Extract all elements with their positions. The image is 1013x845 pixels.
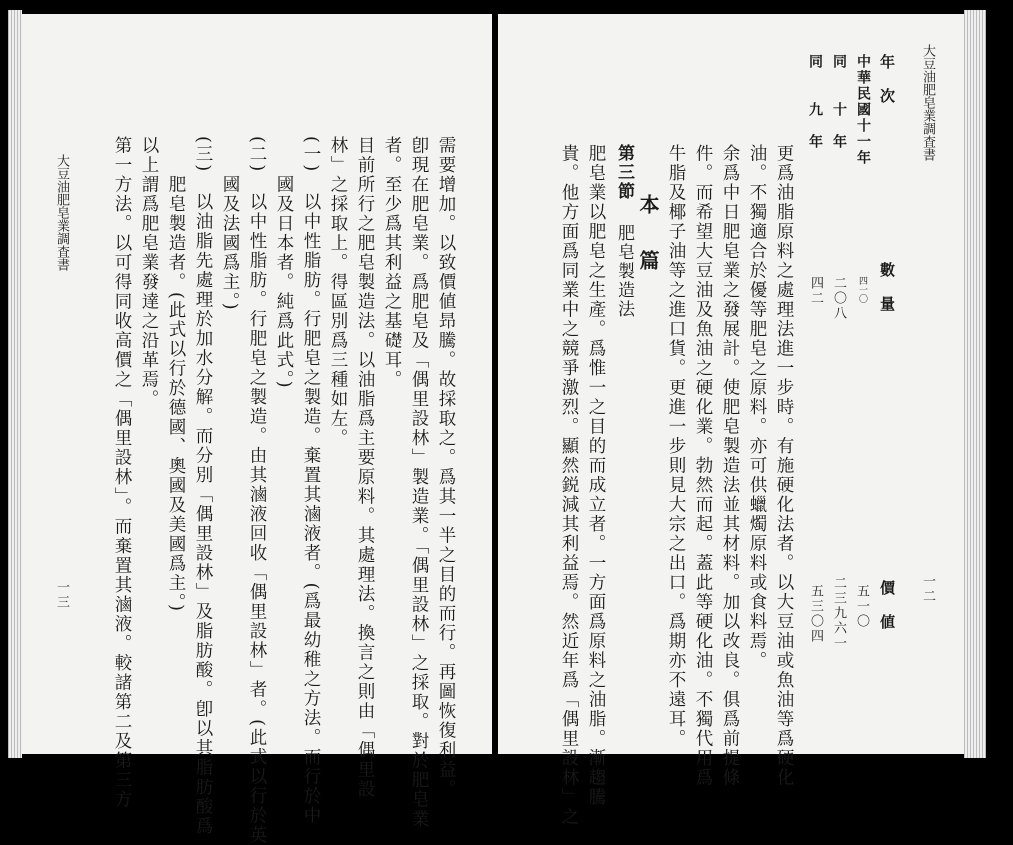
right-header: 大豆油肥皂業調査書 <box>920 44 935 161</box>
left-col-5: 林」之採取上。得區別爲三種如左。 <box>328 136 348 448</box>
right-intro-col-1: 更爲油脂原料之處理法進一步時。有施硬化法者。以大豆油或魚油等爲硬化 <box>774 144 794 788</box>
right-intro-col-4: 件。而希望大豆油及魚油之硬化業。勃然而起。蓋此等硬化油。不獨代用爲 <box>693 144 713 788</box>
table-row-1-year: 中華民國十一年 <box>855 54 871 166</box>
left-col-7: 國及日本者。純爲此式。) <box>274 136 294 390</box>
table-col-year-header: 年 次 <box>878 54 896 105</box>
right-section-col-1: 肥皂業以肥皂之生產。爲惟一之目的而成立者。一方面爲原料之油脂。漸趨騰 <box>586 144 606 807</box>
left-col-4: 目前所行之肥皂製造法。以油脂爲主要原料。其處理法。換言之則由「偶里設 <box>355 136 375 799</box>
book-edge-right <box>964 10 986 758</box>
table-col-value-header: 價 値 <box>878 580 896 631</box>
left-col-8: (二) 以中性脂肪。行肥皂之製造。由其滷液回收「偶里設林」者。(此式以行於英 <box>247 136 267 845</box>
section-label: 第三節 <box>614 144 634 201</box>
left-col-9: 國及法國爲主。) <box>220 136 240 312</box>
right-page <box>498 14 964 827</box>
left-col-10: (三) 以油脂先處理於加水分解。而分別「偶里設林」及脂肪酸。卽以其脂肪酸爲 <box>193 136 213 837</box>
left-col-13: 第一方法。以可得同收高價之「偶里設林」。而棄置其滷液。較諸第二及第三方 <box>112 136 132 810</box>
left-page <box>22 14 492 845</box>
table-row-2-value: 二三九六一 <box>831 576 846 651</box>
table-row-3-value: 五三〇四 <box>808 584 823 644</box>
left-col-1: 需要增加。以致價値昻騰。故採取之。爲其一半之目的而行。再圖恢復利益。 <box>436 136 456 799</box>
right-intro-col-2: 油。不獨適合於優等肥皂之原料。亦可供蠟燭原料或食料焉。 <box>747 144 767 671</box>
table-row-1-value: 五一〇 <box>854 584 869 629</box>
table-row-2-qty: 二〇八 <box>831 276 846 321</box>
table-row-2-year: 同 十 年 <box>831 54 847 150</box>
section-title: 肥皂製造法 <box>614 224 634 319</box>
table-col-qty-header: 數 量 <box>878 262 896 313</box>
book-edge-left <box>8 10 22 758</box>
right-page-number: 一二 <box>920 574 935 604</box>
table-row-3-year: 同 九 年 <box>807 54 823 150</box>
left-header: 大豆油肥皂業調査書 <box>54 154 69 271</box>
table-row-1-qty: 四一〇 <box>857 276 867 303</box>
table-row-3-qty: 四二 <box>808 276 823 306</box>
chapter-title: 本 篇 <box>636 194 660 278</box>
left-col-3: 者。至少爲其利益之基礎耳。 <box>382 136 402 390</box>
left-page-number: 一三 <box>54 580 69 610</box>
right-intro-col-3: 余爲中日肥皂業之發展計。使肥皂製造法並其材料。加以改良。俱爲前提條 <box>720 144 740 788</box>
left-col-2: 卽現在肥皂業。爲肥皂及「偶里設林」製造業。「偶里設林」之採取。對於肥皂業 <box>409 136 429 830</box>
left-col-12: 以上謂爲肥皂業發達之沿革焉。 <box>139 136 159 409</box>
right-section-col-2: 貴。他方面爲同業中之競爭激烈。顯然鋭減其利益焉。然近年爲「偶里設林」之 <box>559 144 579 827</box>
left-col-11: 肥皂製造者。(此式以行於德國、奧國及美國爲主。) <box>166 136 186 613</box>
right-intro-col-5: 牛脂及椰子油等之進口貨。更進一步則見大宗之出口。爲期亦不遠耳。 <box>666 144 686 749</box>
left-col-6: (一) 以中性脂肪。行肥皂之製造。棄置其滷液者。(爲最幼稚之方法。而行於中 <box>301 136 321 826</box>
